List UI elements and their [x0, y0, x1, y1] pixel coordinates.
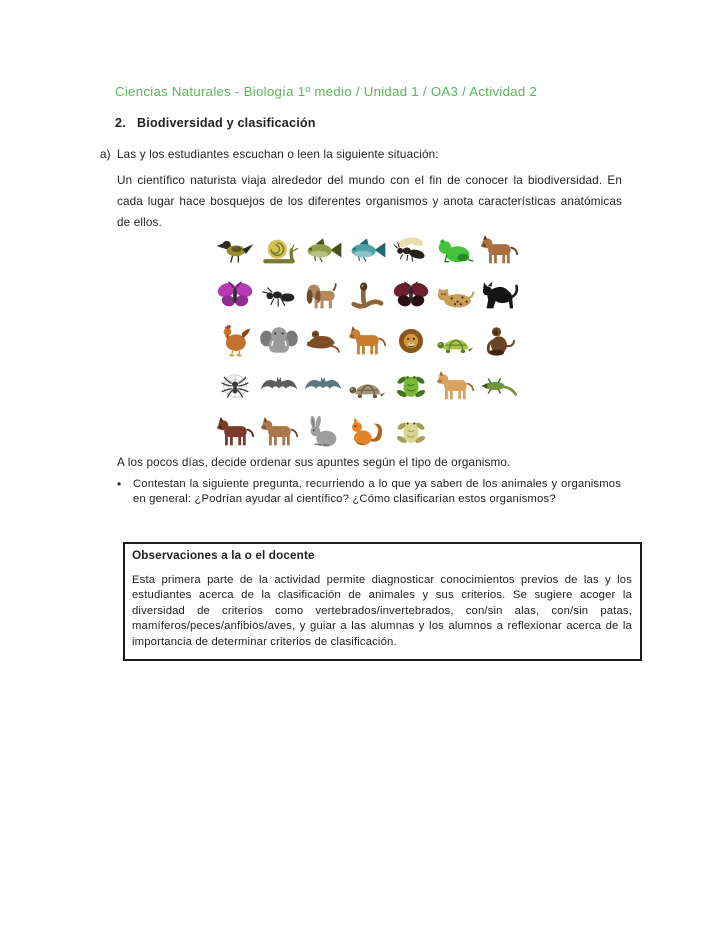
animal-tortoise-icon — [345, 364, 389, 410]
item-a-text: Las y los estudiantes escuchan o leen la siguiente situación: — [117, 148, 439, 161]
breadcrumb: Ciencias Naturales - Biología 1º medio / Unidad 1 / OA3 / Actividad 2 — [115, 84, 538, 99]
scenario-paragraph: Un científico naturista viaja alrededor del mundo con el fin de conocer la biodiversidad. En cada lugar hace bosquejos de los diferentes organismos y anota características anatómicas de ellos. — [117, 174, 622, 229]
animal-bass-icon — [301, 227, 345, 273]
animal-grid-row — [213, 409, 521, 455]
animal-grid-row — [213, 227, 521, 273]
animal-lion-icon — [389, 318, 433, 364]
item-a-label: a) — [100, 148, 111, 161]
animal-elephant-icon — [257, 318, 301, 364]
animal-calf-icon — [433, 364, 477, 410]
animal-ant-icon — [257, 273, 301, 319]
animal-wasp-icon — [389, 227, 433, 273]
animal-mouse-icon — [301, 318, 345, 364]
animal-flying-bat-icon — [301, 364, 345, 410]
animal-squirrel-icon — [345, 409, 389, 455]
animal-grid-row — [213, 273, 521, 319]
animal-toad-icon — [389, 409, 433, 455]
animal-cobra-icon — [345, 273, 389, 319]
animal-rabbit-icon — [301, 409, 345, 455]
bullet-text: Contestan la siguiente pregunta, recurriendo a lo que ya saben de los animales y organismos en general: ¿Podrían ayudar al científico? ¿Cómo clasificarían estos organismos? — [133, 478, 621, 506]
animal-black-cat-icon — [477, 273, 521, 319]
animal-butterfly-icon — [213, 273, 257, 319]
section-number: 2. — [115, 116, 126, 130]
animal-basset-hound-icon — [301, 273, 345, 319]
after-grid-text: A los pocos días, decide ordenar sus apuntes según el tipo de organismo. — [117, 456, 511, 469]
section-heading — [115, 116, 316, 130]
item-a-line — [100, 148, 439, 161]
animal-monkey-icon — [477, 318, 521, 364]
section-title: Biodiversidad y clasificación — [137, 116, 316, 130]
animal-coyote-icon — [345, 318, 389, 364]
animal-turtle-icon — [433, 318, 477, 364]
teacher-box-title: Observaciones a la o el docente — [132, 549, 315, 562]
animal-snail-icon — [257, 227, 301, 273]
animal-wildcat-icon — [433, 273, 477, 319]
teacher-box-body: Esta primera parte de la actividad permite diagnosticar conocimientos previos de las y los estudiantes acerca de la clasificación de animales y sus criterios. Se sugiere acoger la diversidad de criterios como vertebrados/invertebrados, con/sin alas, con/sin patas, mamíferos/peces/anfibios/aves, y guiar a las alumnas y los alumnos a reflexionar acerca de la importancia de determinar criterios de clasificación. — [132, 574, 632, 648]
animal-moth-icon — [389, 273, 433, 319]
animal-frog-icon — [433, 227, 477, 273]
animal-tree-frog-icon — [389, 364, 433, 410]
animal-songbird-icon — [213, 227, 257, 273]
animal-lizard-icon — [477, 364, 521, 410]
animal-grid — [213, 227, 521, 455]
teacher-observations-box — [123, 542, 642, 661]
animal-ox-icon — [477, 227, 521, 273]
animal-grid-row — [213, 318, 521, 364]
animal-fish-icon — [345, 227, 389, 273]
animal-puppy-icon — [257, 409, 301, 455]
bullet-item — [117, 477, 621, 508]
animal-foal-icon — [213, 409, 257, 455]
animal-spider-icon — [213, 364, 257, 410]
animal-bat-icon — [257, 364, 301, 410]
animal-grid-row — [213, 364, 521, 410]
bullet-marker: • — [117, 477, 122, 491]
animal-hen-icon — [213, 318, 257, 364]
